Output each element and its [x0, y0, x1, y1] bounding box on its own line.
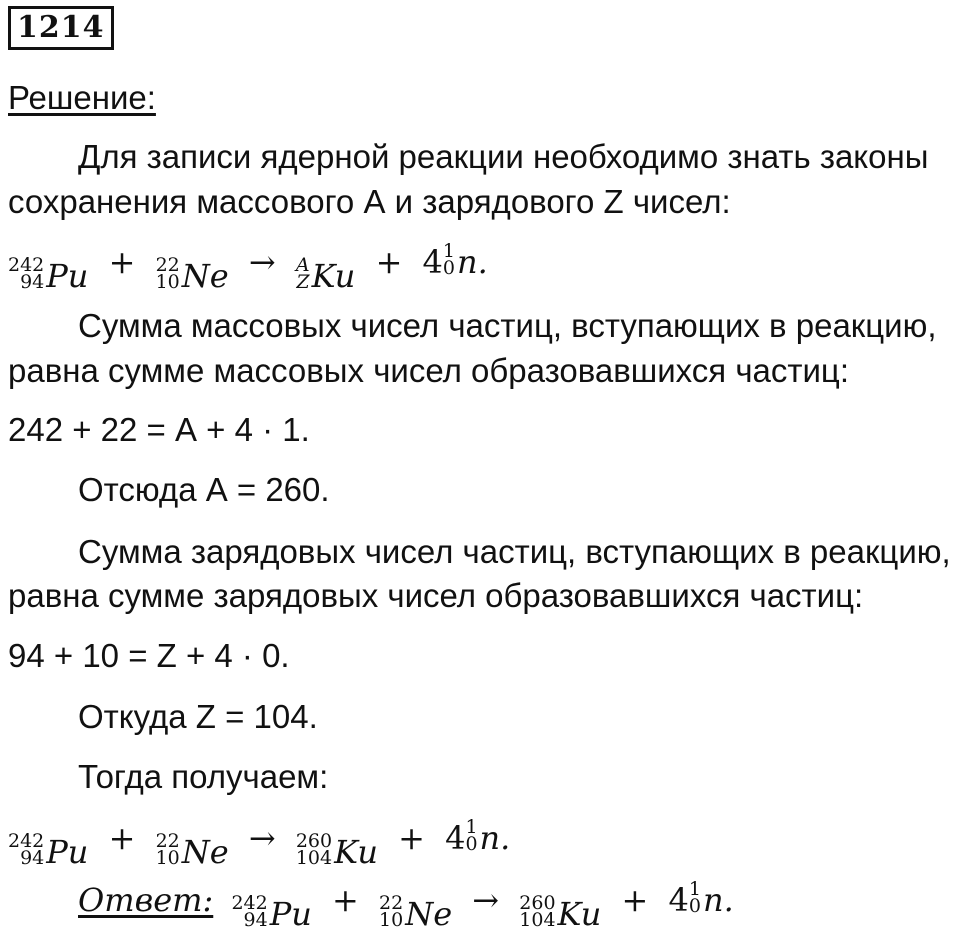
reaction-1	[8, 242, 488, 296]
mass-result: Отсюда А = 260.	[78, 471, 330, 508]
paragraph-1-line-2: сохранения массового А и зарядового Z чисел:	[8, 183, 731, 220]
arrow-sign: →	[472, 881, 500, 919]
charge-result: Откуда Z = 104.	[78, 698, 318, 735]
plus-sign: +	[375, 243, 403, 281]
plus-sign: +	[108, 243, 136, 281]
kurchatovium-nuclide: 260 104 Ku	[295, 830, 378, 871]
then-text: Тогда получаем:	[78, 758, 329, 795]
problem-number: 1214	[8, 6, 114, 50]
neon-nuclide: 22 10 Ne	[155, 830, 229, 871]
solution-heading: Решение:	[8, 79, 156, 116]
plus-sign: +	[332, 881, 359, 919]
mass-equation: 242 + 22 = А + 4 · 1.	[8, 411, 310, 448]
answer-label: Ответ:	[78, 881, 214, 919]
plutonium-nuclide: 242 94 Pu	[8, 830, 89, 871]
paragraph-1-line-1: Для записи ядерной реакции необходимо знать законы	[78, 138, 929, 175]
arrow-sign: →	[248, 243, 276, 281]
paragraph-3-line-2: равна сумме зарядовых чисел образовавшихся частиц:	[8, 577, 864, 614]
plutonium-nuclide: 242 94 Pu	[231, 892, 312, 933]
neon-nuclide: 22 10 Ne	[155, 254, 229, 295]
paragraph-2-line-2: равна сумме массовых чисел образовавшихся частиц:	[8, 352, 849, 389]
arrow-sign: →	[248, 819, 276, 857]
kurchatovium-nuclide: A Z Ku	[295, 254, 356, 295]
paragraph-3-line-1: Сумма зарядовых чисел частиц, вступающих в реакцию,	[78, 533, 951, 570]
answer-line	[78, 880, 734, 934]
neutron-term: 4 1 0 n.	[445, 816, 511, 857]
plus-sign: +	[621, 881, 649, 919]
neutron-term: 4 1 0 n.	[422, 240, 488, 281]
plus-sign: +	[108, 819, 136, 857]
charge-equation: 94 + 10 = Z + 4 · 0.	[8, 637, 290, 674]
paragraph-2-line-1: Сумма массовых чисел частиц, вступающих в реакцию,	[78, 307, 937, 344]
neutron-term: 4 1 0 n.	[668, 878, 734, 919]
neon-nuclide: 22 10 Ne	[379, 892, 453, 933]
kurchatovium-nuclide: 260 104 Ku	[519, 892, 602, 933]
plus-sign: +	[398, 819, 425, 857]
reaction-2	[8, 818, 510, 872]
plutonium-nuclide: 242 94 Pu	[8, 254, 89, 295]
